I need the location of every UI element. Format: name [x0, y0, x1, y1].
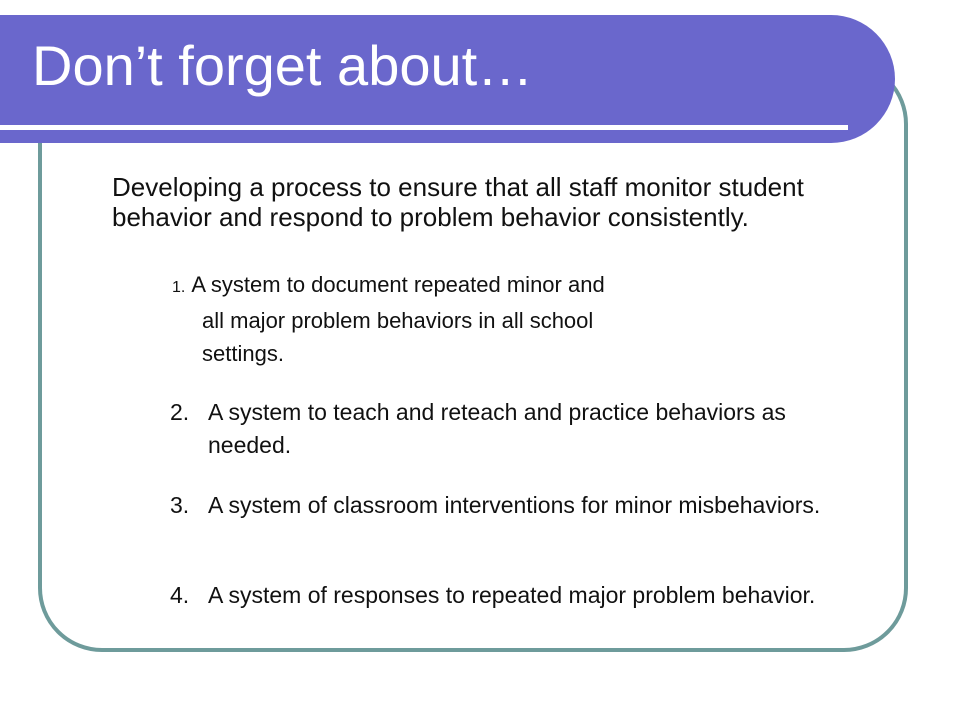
slide-title: Don’t forget about…: [32, 34, 534, 97]
list-item-4-text: A system of responses to repeated major problem behavior.: [208, 582, 816, 608]
list-item-3-number: 3.: [170, 492, 190, 518]
list-item-1-text-1: A system to document repeated minor and: [191, 272, 605, 297]
list-item-1-number: 1.: [172, 279, 186, 296]
list-item-3-text: A system of classroom interventions for minor misbehaviors.: [208, 492, 821, 518]
list-item-1-line-3: settings.: [202, 341, 284, 366]
list-item-2: [170, 396, 830, 462]
list-item-1-line-2: all major problem behaviors in all school: [202, 308, 594, 333]
list-item-1-line-1: [172, 268, 732, 304]
list-item-1: [172, 268, 732, 370]
list-item-4: [170, 582, 830, 609]
intro-paragraph: Developing a process to ensure that all staff monitor student behavior and respond to problem behavior consistently.: [112, 172, 804, 232]
list-item-3: [170, 492, 830, 519]
list-item-2-number: 2.: [170, 399, 190, 425]
list-item-4-number: 4.: [170, 582, 190, 608]
list-item-2-text: A system to teach and reteach and practice behaviors as needed.: [208, 399, 786, 458]
title-underline: [0, 125, 848, 130]
